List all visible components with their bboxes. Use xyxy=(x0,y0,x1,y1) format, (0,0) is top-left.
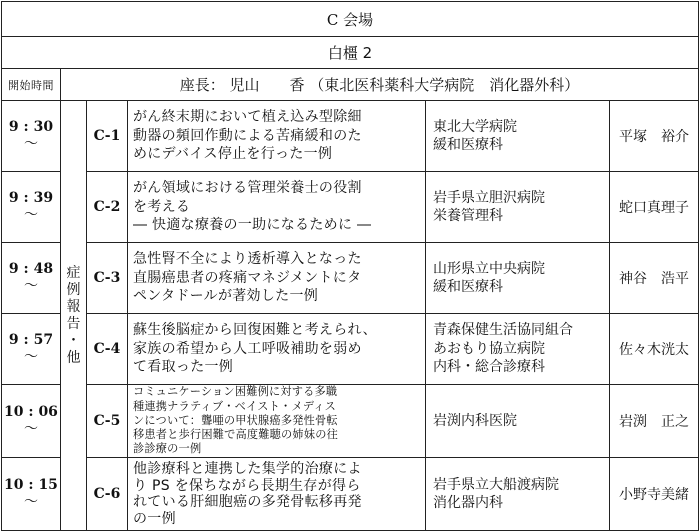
title-line: がん領域における管理栄養士の役割 xyxy=(133,180,362,197)
session-row xyxy=(2,172,699,243)
title-line: を考える xyxy=(133,198,191,215)
time-tilde: 〜 xyxy=(24,349,38,365)
title-line: 診診療の一例 xyxy=(133,442,202,456)
title-line: 家族の希望から人工呼吸補助を弱め xyxy=(133,340,362,357)
title-line: コミュニケーション困難例に対する多職 xyxy=(133,385,338,399)
time-tilde: 〜 xyxy=(24,136,38,152)
title-line: て看取った一例 xyxy=(133,359,234,376)
session-institution xyxy=(426,101,610,172)
time-value: 9 : 39 xyxy=(8,190,54,206)
time-tilde: 〜 xyxy=(24,207,38,223)
session-title xyxy=(128,101,426,172)
time-value: 9 : 57 xyxy=(8,332,54,348)
session-speaker: 小野寺美緒 xyxy=(610,458,699,531)
category-char: 報 xyxy=(66,298,81,315)
session-row xyxy=(2,101,699,172)
institution-line: 岩手県立胆沢病院 xyxy=(433,189,545,206)
session-code: C-1 xyxy=(87,101,128,172)
institution-line: 内科・総合診療科 xyxy=(433,359,545,376)
session-title xyxy=(128,243,426,314)
time-tilde: 〜 xyxy=(24,278,38,294)
session-institution xyxy=(426,385,610,458)
title-line: 種連携ナラティブ・ベイスト・メディス xyxy=(133,399,337,413)
title-line: ペンタドールが著効した一例 xyxy=(133,288,319,305)
time-value: 9 : 48 xyxy=(8,261,54,277)
session-row xyxy=(2,385,699,458)
category-label xyxy=(61,101,87,531)
session-code: C-4 xyxy=(87,314,128,385)
session-row xyxy=(2,314,699,385)
institution-line: 岩手県立大船渡病院 xyxy=(433,476,559,493)
session-speaker: 岩渕 正之 xyxy=(610,385,699,458)
title-line: がん終末期において植え込み型除細 xyxy=(133,109,362,126)
title-line: 蘇生後脳症から回復困難と考えられ、 xyxy=(133,322,377,339)
title-line: 移患者と歩行困難で高度難聴の姉妹の往 xyxy=(133,428,338,442)
category-char: 他 xyxy=(66,349,81,366)
category-char: 症 xyxy=(66,264,81,281)
session-code: C-3 xyxy=(87,243,128,314)
session-title xyxy=(128,314,426,385)
room-subheader: 白橿 2 xyxy=(2,37,699,69)
session-code: C-6 xyxy=(87,458,128,531)
category-char: ・ xyxy=(66,332,81,349)
title-line: り PS を保ちながら長期生存が得ら xyxy=(133,477,361,494)
session-code: C-2 xyxy=(87,172,128,243)
title-line: めにデバイス停止を行った一例 xyxy=(133,146,333,163)
session-speaker: 平塚 裕介 xyxy=(610,101,699,172)
schedule-table xyxy=(1,1,699,531)
session-speaker: 神谷 浩平 xyxy=(610,243,699,314)
session-title xyxy=(128,458,426,531)
room-header: C 会場 xyxy=(2,2,699,37)
title-line: れている肝細胞癌の多発骨転移再発 xyxy=(133,494,362,510)
institution-line: 東北大学病院 xyxy=(433,118,517,135)
session-institution xyxy=(426,243,610,314)
session-time xyxy=(2,458,61,531)
session-institution xyxy=(426,314,610,385)
start-time-header: 開始時間 xyxy=(2,69,61,101)
category-char: 告 xyxy=(66,315,81,332)
session-time xyxy=(2,101,61,172)
session-title xyxy=(128,385,426,458)
institution-line: 緩和医療科 xyxy=(433,137,503,153)
title-line: ンについて：聾唖の甲状腺癌多発性骨転 xyxy=(133,413,338,427)
session-code: C-5 xyxy=(87,385,128,458)
title-line: 直腸癌患者の疼痛マネジメントにタ xyxy=(133,269,362,286)
session-time xyxy=(2,385,61,458)
title-line: 動器の頻回作動による苦痛緩和のた xyxy=(133,127,362,144)
session-title xyxy=(128,172,426,243)
session-time xyxy=(2,314,61,385)
category-char: 例 xyxy=(66,281,81,298)
session-time xyxy=(2,172,61,243)
session-row xyxy=(2,458,699,531)
session-speaker: 佐々木洸太 xyxy=(610,314,699,385)
session-institution xyxy=(426,458,610,531)
title-line: 他診療科と連携した集学的治療によ xyxy=(133,461,362,477)
session-time xyxy=(2,243,61,314)
title-line: 急性腎不全により透析導入となった xyxy=(133,251,362,268)
institution-line: 栄養管理科 xyxy=(433,208,503,224)
session-row xyxy=(2,243,699,314)
institution-line: 青森保健生活協同組合 xyxy=(433,322,573,339)
time-value: 9 : 30 xyxy=(8,119,54,135)
session-institution xyxy=(426,172,610,243)
time-tilde: 〜 xyxy=(24,494,38,510)
time-value: 10 : 15 xyxy=(4,477,58,493)
title-line: の一例 xyxy=(133,510,176,527)
time-tilde: 〜 xyxy=(24,421,38,437)
title-line: ― 快適な療養の一助になるために ― xyxy=(133,217,372,234)
time-value: 10 : 06 xyxy=(4,404,58,420)
institution-line: 山形県立中央病院 xyxy=(433,260,545,277)
institution-line: 岩渕内科医院 xyxy=(433,412,517,429)
institution-line: あおもり協立病院 xyxy=(433,340,545,357)
institution-line: 緩和医療科 xyxy=(433,279,503,295)
chairperson: 座長： 児山 香 （東北医科薬科大学病院 消化器外科） xyxy=(61,69,699,101)
session-speaker: 蛇口真理子 xyxy=(610,172,699,243)
institution-line: 消化器内科 xyxy=(433,495,503,511)
